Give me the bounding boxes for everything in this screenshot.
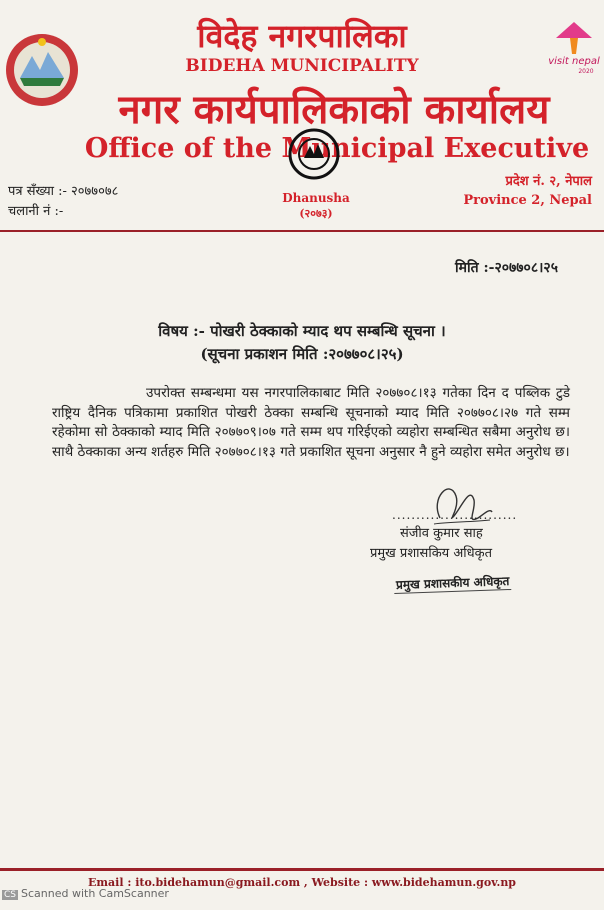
svg-text:2020: 2020 [578,68,594,75]
svg-text:visit nepal: visit nepal [548,56,600,67]
camscanner-badge: CS [4,890,16,900]
signatory-title: प्रमुख प्रशासकिय अधिकृत [370,546,493,561]
header-divider [0,230,604,232]
camscanner-text: Scanned with CamScanner [21,887,169,900]
municipality-title-nepali: विदेह नगरपालिका [197,17,407,55]
municipality-title-english: BIDEHA MUNICIPALITY [185,56,419,76]
body-paragraph [52,384,570,462]
footer-divider [0,868,604,871]
office-title-nepali: नगर कार्यपालिकाको कार्यालय [118,86,550,133]
office-seal [288,128,340,188]
subject-block [0,320,604,366]
dispatch-number: चलानी नं :- [8,204,64,219]
letter-date: मिति :-२०७७०८।२५ [454,260,558,276]
province-english: Province 2, Nepal [463,193,592,208]
letter-number: पत्र सँख्या :- २०७७०७८ [8,184,119,199]
publication-date-line: (सूचना प्रकाशन मिति :२०७७०८।२५) [200,345,404,363]
seal-place: Dhanusha [282,191,350,205]
designation-stamp: प्रमुख प्रशासकीय अधिकृत [394,572,512,594]
body-text: उपरोक्त सम्बन्धमा यस नगरपालिकाबाट मिति २०७७०८।१३ गतेका दिन द पब्लिक टुडे राष्ट्रिय दैनिक पत्रिकामा प्रकाशित पोखरी ठेक्का सम्बन्धि सूचनाको म्याद मिति २०७७०८।२७ गते सम्म रहेकोमा सो ठेक्काको म्याद मिति २०७७०९।०७ गते सम्म थप गरिईएको व्यहोरा सम्बन्धित सबैमा अनुरोध छ। साथै ठेक्काका अन्य शर्तहरु मिति २०७७०८।१३ गते प्रकाशित सूचना अनुसार नै हुने व्यहोरा समेत अनुरोध छ। [52,385,570,460]
footer-contact: Email : ito.bidehamun@gmail.com , Website : www.bidehamun.gov.np [87,876,517,889]
province-block [463,172,592,210]
subject-line: विषय :- पोखरी ठेक्काको म्याद थप सम्बन्धि सूचना । [158,322,446,340]
reference-block [8,182,118,222]
seal-year: (२०७३) [299,207,333,220]
camscanner-watermark [2,887,169,900]
signatory-name: संजीव कुमार साह [400,526,483,541]
signature-line: .......................... [392,508,518,522]
office-title-english: Office of the Municipal Executive [84,133,590,164]
province-nepali: प्रदेश नं. २, नेपाल [505,174,592,189]
